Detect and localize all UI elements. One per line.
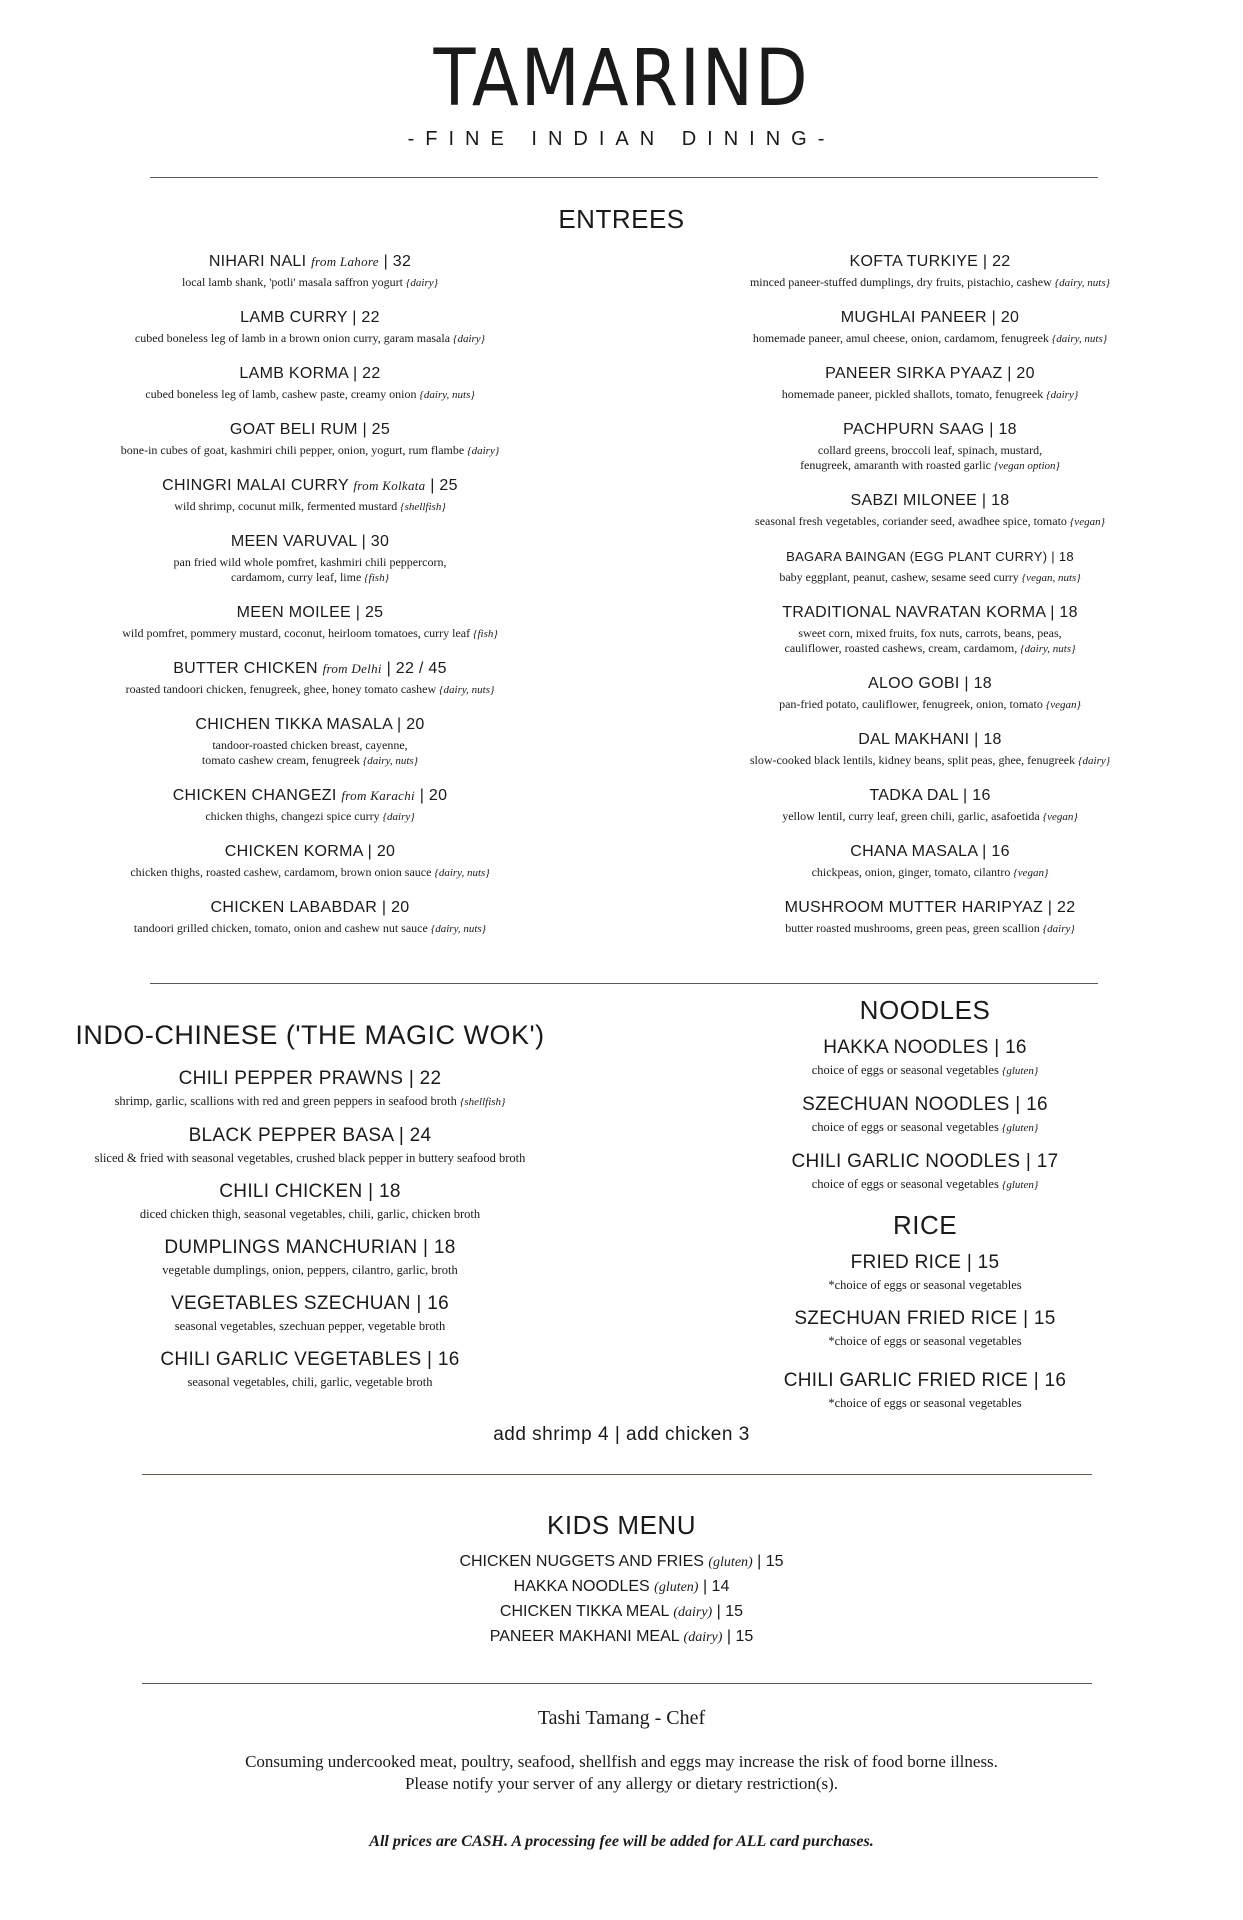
dish-description-text: homemade paneer, pickled shallots, tomato, fenugreek: [781, 387, 1044, 401]
dish-description: [60, 499, 560, 515]
menu-item-name-line: [60, 532, 560, 552]
menu-item: [40, 1124, 580, 1166]
dietary-tag: {shellfish}: [400, 501, 446, 513]
dish-price: | 16: [1033, 1370, 1067, 1391]
dish-name: CHICHEN TIKKA MASALA: [195, 716, 393, 733]
dietary-tag: {dairy, nuts}: [1051, 333, 1108, 345]
dietary-tag: {dairy, nuts}: [1020, 643, 1076, 655]
dish-price: | 20: [419, 787, 448, 804]
dish-name: SABZI MILONEE: [850, 492, 978, 509]
dish-price: | 18: [1051, 549, 1074, 564]
dish-name: CHANA MASALA: [850, 843, 978, 860]
menu-item-name-line: [700, 1251, 1150, 1275]
dietary-tag: {dairy, nuts}: [434, 867, 490, 879]
dish-description: [60, 682, 560, 698]
dietary-tag: (dairy): [683, 1630, 723, 1645]
dish-name: CHILI PEPPER PRAWNS: [178, 1068, 404, 1089]
dish-description-text: cubed boneless leg of lamb, cashew paste, creamy onion: [145, 387, 417, 401]
dish-name: NIHARI NALI: [208, 253, 307, 270]
dish-description-text: local lamb shank, 'potli' masala saffron yogurt: [181, 275, 404, 289]
dish-name: MUSHROOM MUTTER HARIPYAZ: [784, 899, 1044, 916]
dish-description-text: tomato cashew cream, fenugreek: [201, 753, 360, 767]
dish-description-text: seasonal fresh vegetables, coriander seed, awadhee spice, tomato: [755, 514, 1067, 528]
dish-description-text: chicken thighs, roasted cashew, cardamom, brown onion sauce: [130, 865, 432, 879]
dish-price: | 22 / 45: [386, 660, 447, 677]
dish-description: [40, 1375, 580, 1390]
dish-name: SZECHUAN FRIED RICE: [794, 1308, 1018, 1329]
dish-description: [680, 865, 1180, 881]
dish-description: [700, 1120, 1150, 1136]
dietary-tag: {vegan, nuts}: [1021, 572, 1081, 584]
menu-item-name-line: [680, 674, 1180, 694]
dish-name: HAKKA NOODLES: [513, 1578, 650, 1595]
dish-price: | 25: [355, 604, 384, 621]
dish-price: | 15: [966, 1252, 1000, 1273]
menu-item: [700, 1093, 1150, 1136]
dish-price: | 15: [726, 1628, 754, 1645]
dietary-tag: {dairy}: [1046, 389, 1079, 401]
menu-item-name-line: [700, 1369, 1150, 1393]
dietary-tag: (gluten): [708, 1555, 753, 1570]
dish-description: [680, 753, 1180, 769]
dish-description: [60, 443, 560, 459]
dish-name: CHICKEN TIKKA MEAL: [499, 1603, 669, 1620]
dietary-tag: {vegan option}: [993, 460, 1060, 472]
menu-item: [60, 842, 560, 881]
menu-item: [60, 532, 560, 586]
dish-name: CHILI GARLIC FRIED RICE: [783, 1370, 1029, 1391]
dietary-tag: {dairy, nuts}: [430, 923, 487, 935]
menu-item-name-line: [60, 786, 560, 806]
dish-name: PANEER MAKHANI MEAL: [489, 1628, 680, 1645]
dish-name: CHICKEN CHANGEZI: [172, 787, 337, 804]
dish-description-text: tandoori grilled chicken, tomato, onion and cashew nut sauce: [133, 921, 428, 935]
menu-item: [680, 491, 1180, 530]
divider: [142, 1683, 1092, 1684]
dish-price: | 18: [368, 1181, 401, 1202]
menu-item: [700, 1036, 1150, 1079]
dish-description: [680, 514, 1180, 530]
dish-description: [680, 626, 1180, 657]
menu-item-name-line: [60, 898, 560, 918]
menu-item-name-line: [40, 1124, 580, 1148]
dish-description: [60, 626, 560, 642]
dish-description-text: choice of eggs or seasonal vegetables: [811, 1177, 999, 1191]
entrees-right-column: [680, 252, 1180, 954]
dish-price: | 22: [408, 1068, 442, 1089]
kids-menu-item: [0, 1550, 1243, 1575]
dietary-tag: {gluten}: [1001, 1179, 1039, 1191]
dish-description-text: baby eggplant, peanut, cashew, sesame seed curry: [779, 570, 1019, 584]
dish-name: MUGHLAI PANEER: [840, 309, 987, 326]
kids-menu-list: [0, 1550, 1243, 1650]
dish-description-text: cauliflower, roasted cashews, cream, cardamom,: [784, 641, 1018, 655]
dish-name: BUTTER CHICKEN: [173, 660, 318, 677]
allergy-notice: Please notify your server of any allergy or dietary restriction(s).: [404, 1774, 839, 1793]
dish-description: [700, 1334, 1150, 1349]
menu-item-name-line: [700, 1150, 1150, 1174]
dietary-tag: {gluten}: [1001, 1122, 1039, 1134]
entrees-left-column: [60, 252, 560, 954]
dish-origin: from Lahore: [311, 254, 379, 269]
dish-description: [680, 443, 1180, 474]
menu-item-name-line: [60, 842, 560, 862]
menu-item: [680, 603, 1180, 657]
dish-name: CHICKEN NUGGETS AND FRIES: [459, 1553, 704, 1570]
menu-item: [700, 1307, 1150, 1349]
dish-description-text: chicken thighs, changezi spice curry: [205, 809, 380, 823]
dish-description-text: collard greens, broccoli leaf, spinach, mustard,: [817, 443, 1043, 457]
menu-item: [680, 547, 1180, 586]
dish-name: TADKA DAL: [869, 787, 959, 804]
dish-description-text: *choice of eggs or seasonal vegetables: [828, 1334, 1022, 1348]
dish-description: [60, 387, 560, 403]
dietary-tag: {vegan}: [1045, 699, 1081, 711]
dietary-tag: {dairy}: [1042, 923, 1075, 935]
dish-name: KOFTA TURKIYE: [849, 253, 979, 270]
dish-origin: from Kolkata: [353, 478, 426, 493]
dish-origin: from Delhi: [322, 661, 382, 676]
rice-list: [700, 1251, 1150, 1425]
menu-item: [60, 786, 560, 825]
dish-description-text: cardamom, curry leaf, lime: [231, 570, 362, 584]
dish-description: [680, 570, 1180, 586]
dietary-tag: (dairy): [673, 1605, 713, 1620]
menu-item-name-line: [680, 420, 1180, 440]
menu-item: [40, 1236, 580, 1278]
dish-name: LAMB CURRY: [240, 309, 348, 326]
tagline: -FINE INDIAN DINING-: [407, 128, 836, 150]
menu-item-name-line: [60, 476, 560, 496]
dish-description-text: sliced & fried with seasonal vegetables, crushed black pepper in buttery seafood broth: [94, 1151, 526, 1165]
dietary-tag: {dairy, nuts}: [362, 755, 419, 767]
dish-price: | 14: [702, 1578, 730, 1595]
menu-item: [40, 1348, 580, 1390]
dietary-tag: {dairy, nuts}: [1054, 277, 1111, 289]
dish-price: | 16: [427, 1349, 460, 1370]
dish-name: BAGARA BAINGAN (EGG PLANT CURRY): [786, 549, 1048, 564]
dietary-tag: {dairy}: [382, 811, 415, 823]
kids-menu-item: [0, 1625, 1243, 1650]
dish-description: [680, 809, 1180, 825]
dietary-tag: {fish}: [364, 572, 389, 584]
dish-name: DUMPLINGS MANCHURIAN: [164, 1237, 418, 1258]
dish-description: [60, 921, 560, 937]
dietary-tag: {gluten}: [1001, 1065, 1039, 1077]
indochinese-list: [40, 1067, 580, 1404]
dietary-tag: {shellfish}: [459, 1096, 506, 1108]
dietary-tag: {dairy}: [1078, 755, 1111, 767]
dish-description-text: *choice of eggs or seasonal vegetables: [828, 1278, 1022, 1292]
dish-price: | 17: [1025, 1151, 1059, 1172]
payment-notice: All prices are CASH. A processing fee will be added for ALL card purchases.: [369, 1833, 874, 1850]
menu-item: [680, 252, 1180, 291]
dish-price: | 18: [989, 421, 1017, 438]
dietary-tag: (gluten): [654, 1580, 699, 1595]
dish-name: MEEN VARUVAL: [230, 533, 357, 550]
dish-price: | 24: [398, 1125, 432, 1146]
menu-item: [60, 603, 560, 642]
addons-note: add shrimp 4 | add chicken 3: [493, 1424, 750, 1445]
menu-item-name-line: [40, 1236, 580, 1260]
dish-name: CHILI GARLIC VEGETABLES: [160, 1349, 422, 1370]
menu-item: [680, 730, 1180, 769]
dish-name: CHICKEN KORMA: [224, 843, 363, 860]
menu-item-name-line: [680, 603, 1180, 623]
menu-item: [700, 1369, 1150, 1411]
menu-item-name-line: [680, 252, 1180, 272]
dish-price: | 18: [964, 675, 992, 692]
dish-description-text: shrimp, garlic, scallions with red and green peppers in seafood broth: [114, 1094, 457, 1108]
menu-item: [680, 842, 1180, 881]
menu-item-name-line: [60, 715, 560, 735]
dish-description-text: chickpeas, onion, ginger, tomato, cilantro: [811, 865, 1011, 879]
dish-description: [700, 1177, 1150, 1193]
dish-description-text: choice of eggs or seasonal vegetables: [811, 1063, 999, 1077]
dish-description: [680, 331, 1180, 347]
menu-item-name-line: [680, 547, 1180, 567]
dish-price: | 15: [757, 1553, 784, 1570]
dietary-tag: {vegan}: [1042, 811, 1078, 823]
dish-name: HAKKA NOODLES: [823, 1037, 989, 1058]
dish-price: | 20: [367, 843, 396, 860]
menu-item-name-line: [700, 1307, 1150, 1331]
kids-menu-title: KIDS MENU: [547, 1510, 696, 1540]
menu-item-name-line: [680, 842, 1180, 862]
dish-name: BLACK PEPPER BASA: [188, 1125, 394, 1146]
dish-price: | 22: [352, 309, 380, 326]
dish-description-text: minced paneer-stuffed dumplings, dry fruits, pistachio, cashew: [749, 275, 1052, 289]
dish-price: | 30: [361, 533, 390, 550]
menu-item-name-line: [680, 308, 1180, 328]
dish-name: DAL MAKHANI: [858, 731, 970, 748]
dish-name: ALOO GOBI: [868, 675, 960, 692]
dish-price: | 16: [416, 1293, 449, 1314]
menu-item-name-line: [680, 786, 1180, 806]
dish-name: CHILI GARLIC NOODLES: [791, 1151, 1021, 1172]
menu-item: [40, 1067, 580, 1110]
dish-description: [60, 738, 560, 769]
menu-item: [60, 252, 560, 291]
dish-description: [40, 1151, 580, 1166]
indochinese-title: INDO-CHINESE ('THE MAGIC WOK'): [75, 1020, 545, 1050]
dish-description-text: diced chicken thigh, seasonal vegetables, chili, garlic, chicken broth: [139, 1207, 481, 1221]
dish-description-text: seasonal vegetables, chili, garlic, vegetable broth: [187, 1375, 433, 1389]
dish-description-text: choice of eggs or seasonal vegetables: [811, 1120, 999, 1134]
menu-item-name-line: [700, 1036, 1150, 1060]
dish-price: | 18: [1050, 604, 1078, 621]
dish-description: [60, 809, 560, 825]
dish-description: [60, 331, 560, 347]
dish-price: | 16: [994, 1037, 1027, 1058]
dish-description: [700, 1063, 1150, 1079]
dish-name: GOAT BELI RUM: [229, 421, 358, 438]
menu-item: [40, 1292, 580, 1334]
dish-description: [60, 865, 560, 881]
dish-description-text: pan-fried potato, cauliflower, fenugreek, onion, tomato: [779, 697, 1043, 711]
menu-item-name-line: [60, 252, 560, 272]
dish-name: TRADITIONAL NAVRATAN KORMA: [782, 604, 1046, 621]
dietary-tag: {dairy, nuts}: [439, 684, 495, 696]
dish-price: | 16: [982, 843, 1010, 860]
dietary-tag: {fish}: [473, 628, 498, 640]
dish-description-text: tandoor-roasted chicken breast, cayenne,: [212, 738, 408, 752]
food-safety-warning: Consuming undercooked meat, poultry, seafood, shellfish and eggs may increase the risk of food borne illness.: [245, 1752, 998, 1771]
dish-price: | 22: [982, 253, 1011, 270]
dish-price: | 20: [381, 899, 410, 916]
menu-item: [700, 1150, 1150, 1193]
dish-price: | 20: [1007, 365, 1035, 382]
dish-name: CHILI CHICKEN: [219, 1181, 363, 1202]
dish-description-text: homemade paneer, amul cheese, onion, cardamom, fenugreek: [752, 331, 1049, 345]
dish-description: [700, 1278, 1150, 1293]
dish-description: [680, 387, 1180, 403]
menu-item: [680, 308, 1180, 347]
dish-description-text: wild pomfret, pommery mustard, coconut, heirloom tomatoes, curry leaf: [122, 626, 471, 640]
menu-item: [60, 364, 560, 403]
menu-item-name-line: [40, 1180, 580, 1204]
menu-item: [60, 420, 560, 459]
dish-price: | 16: [1015, 1094, 1048, 1115]
menu-item: [680, 364, 1180, 403]
dish-description-text: cubed boneless leg of lamb in a brown onion curry, garam masala: [134, 331, 451, 345]
menu-item-name-line: [60, 659, 560, 679]
entrees-title: ENTREES: [558, 204, 685, 234]
menu-item-name-line: [60, 420, 560, 440]
dish-price: | 32: [383, 253, 412, 270]
dish-description-text: roasted tandoori chicken, fenugreek, ghee, honey tomato cashew: [125, 682, 437, 696]
dietary-tag: {vegan}: [1069, 516, 1105, 528]
chef-credit: Tashi Tamang - Chef: [537, 1707, 706, 1729]
dish-name: MEEN MOILEE: [236, 604, 352, 621]
kids-menu-item: [0, 1575, 1243, 1600]
restaurant-name: TAMARIND: [433, 34, 810, 124]
menu-item: [60, 715, 560, 769]
dish-description: [40, 1094, 580, 1110]
menu-item-name-line: [680, 730, 1180, 750]
dish-description-text: wild shrimp, cocunut milk, fermented mustard: [174, 499, 398, 513]
divider: [150, 983, 1098, 984]
dish-name: FRIED RICE: [850, 1252, 962, 1273]
dish-name: VEGETABLES SZECHUAN: [171, 1293, 411, 1314]
menu-item: [680, 898, 1180, 937]
menu-item: [60, 308, 560, 347]
menu-item-name-line: [40, 1067, 580, 1091]
menu-item-name-line: [60, 603, 560, 623]
dish-description-text: slow-cooked black lentils, kidney beans, split peas, ghee, fenugreek: [749, 753, 1076, 767]
dietary-tag: {dairy, nuts}: [419, 389, 475, 401]
noodles-title: NOODLES: [859, 995, 991, 1025]
menu-item-name-line: [680, 491, 1180, 511]
menu-item: [40, 1180, 580, 1222]
dish-description: [700, 1396, 1150, 1411]
dish-description: [60, 555, 560, 586]
divider: [150, 177, 1098, 178]
dish-description-text: *choice of eggs or seasonal vegetables: [828, 1396, 1022, 1410]
dish-description-text: bone-in cubes of goat, kashmiri chili pepper, onion, yogurt, rum flambe: [120, 443, 465, 457]
dish-price: | 22: [352, 365, 381, 382]
divider: [142, 1474, 1092, 1475]
dish-description-text: butter roasted mushrooms, green peas, green scallion: [785, 921, 1040, 935]
menu-item-name-line: [680, 364, 1180, 384]
dish-price: | 25: [362, 421, 391, 438]
dietary-tag: {dairy}: [453, 333, 486, 345]
dish-price: | 20: [397, 716, 425, 733]
dish-price: | 18: [974, 731, 1002, 748]
dish-description: [40, 1319, 580, 1334]
dietary-tag: {dairy}: [406, 277, 439, 289]
dish-description: [40, 1207, 580, 1222]
dish-price: | 15: [1023, 1308, 1056, 1329]
dish-description-text: pan fried wild whole pomfret, kashmiri chili peppercorn,: [173, 555, 447, 569]
noodles-list: [700, 1036, 1150, 1207]
dish-description-text: yellow lentil, curry leaf, green chili, garlic, asafoetida: [782, 809, 1040, 823]
dish-description: [680, 697, 1180, 713]
dish-name: LAMB KORMA: [239, 365, 349, 382]
menu-item-name-line: [60, 364, 560, 384]
dish-description-text: vegetable dumplings, onion, peppers, cilantro, garlic, broth: [162, 1263, 458, 1277]
dish-description-text: fenugreek, amaranth with roasted garlic: [800, 458, 991, 472]
dish-price: | 20: [991, 309, 1020, 326]
dish-name: CHINGRI MALAI CURRY: [162, 477, 349, 494]
dish-origin: from Karachi: [341, 788, 415, 803]
dish-price: | 18: [981, 492, 1010, 509]
menu-item: [680, 674, 1180, 713]
dish-price: | 15: [716, 1603, 744, 1620]
menu-item: [60, 659, 560, 698]
dish-price: | 16: [963, 787, 991, 804]
kids-menu-item: [0, 1600, 1243, 1625]
dish-description-text: seasonal vegetables, szechuan pepper, vegetable broth: [174, 1319, 446, 1333]
dish-name: PANEER SIRKA PYAAZ: [825, 365, 1003, 382]
menu-item-name-line: [700, 1093, 1150, 1117]
menu-item: [60, 476, 560, 515]
dish-name: SZECHUAN NOODLES: [802, 1094, 1010, 1115]
dish-name: CHICKEN LABABDAR: [210, 899, 378, 916]
menu-item: [60, 898, 560, 937]
rice-title: RICE: [892, 1210, 958, 1240]
dish-description: [680, 921, 1180, 937]
dish-price: | 22: [1047, 899, 1076, 916]
menu-item: [680, 420, 1180, 474]
menu-item-name-line: [60, 308, 560, 328]
dish-price: | 18: [423, 1237, 456, 1258]
dish-description: [60, 275, 560, 291]
dish-name: PACHPURN SAAG: [843, 421, 985, 438]
dietary-tag: {vegan}: [1013, 867, 1049, 879]
menu-item-name-line: [680, 898, 1180, 918]
dish-description: [680, 275, 1180, 291]
dish-price: | 25: [430, 477, 458, 494]
menu-item: [700, 1251, 1150, 1293]
dish-description: [40, 1263, 580, 1278]
dietary-tag: {dairy}: [467, 445, 500, 457]
menu-item-name-line: [40, 1292, 580, 1316]
dish-description-text: sweet corn, mixed fruits, fox nuts, carrots, beans, peas,: [798, 626, 1062, 640]
menu-item: [680, 786, 1180, 825]
menu-item-name-line: [40, 1348, 580, 1372]
